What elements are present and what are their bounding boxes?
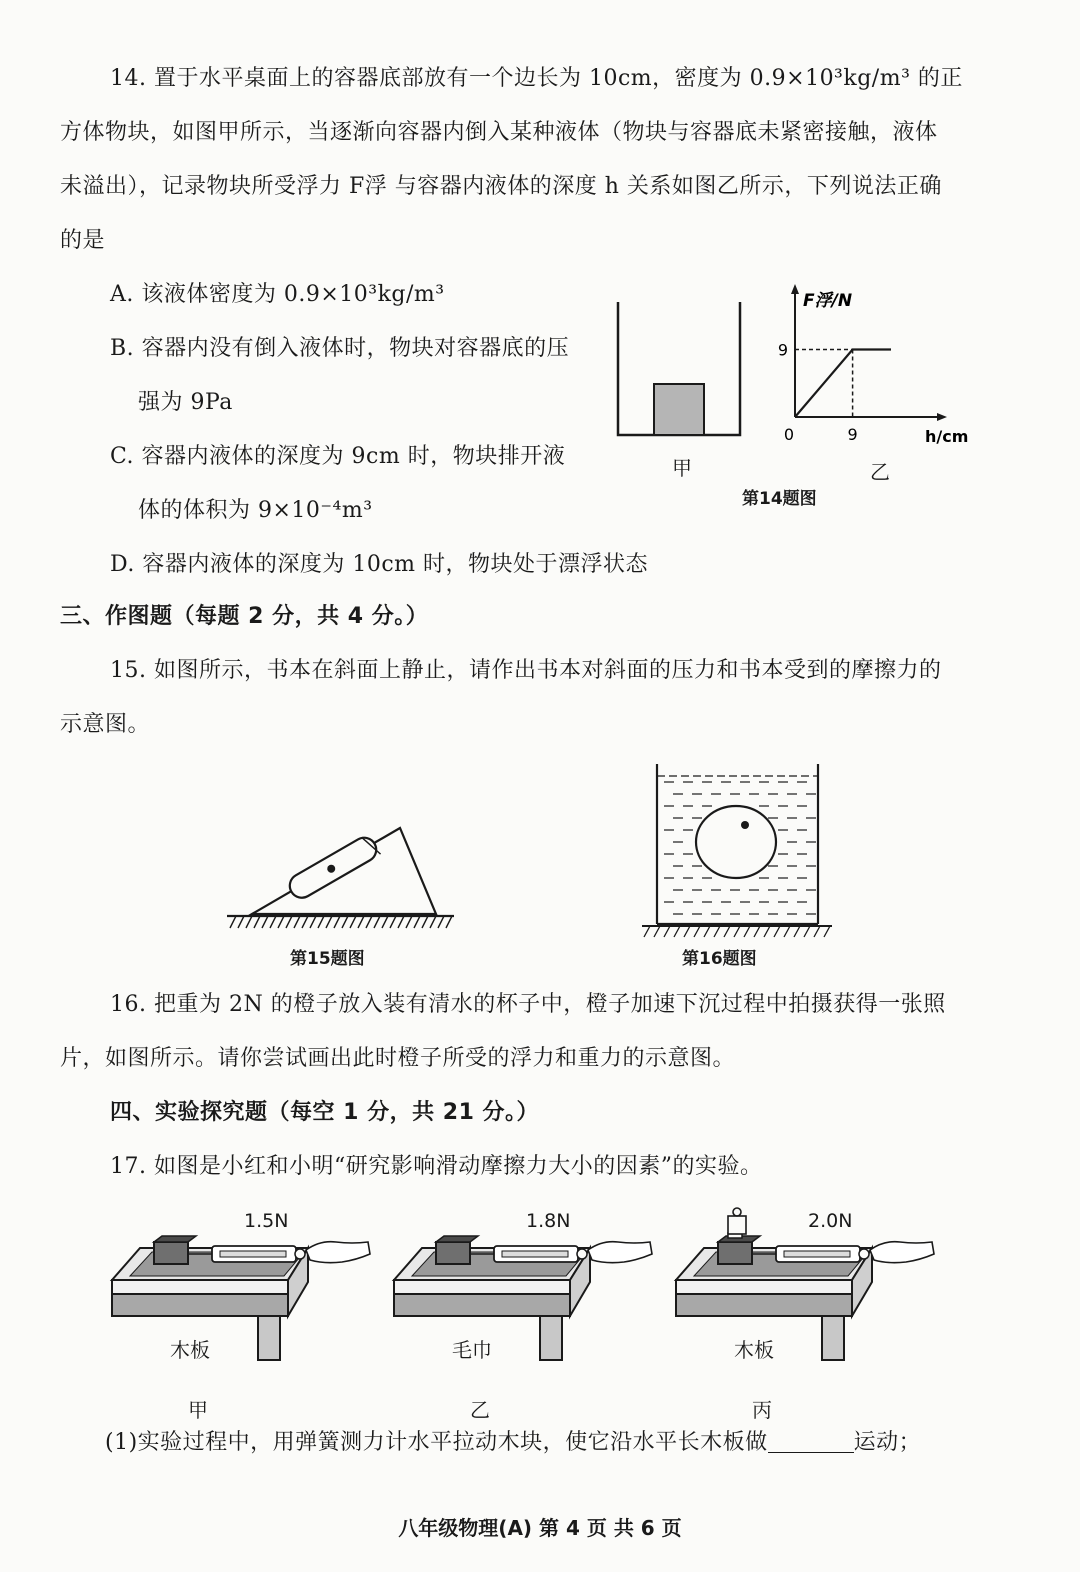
q17-sub-1-text: (1)实验过程中，用弹簧测力计水平拉动木块，使它沿水平长木板做 (105, 1430, 768, 1455)
buoyancy-graph (765, 282, 980, 452)
surface-label-3: 木板 (734, 1338, 774, 1362)
orange-center-dot (741, 821, 749, 829)
x-tick-label-0: 0 (783, 425, 795, 444)
q15-line-1: 15. 如图所示，书本在斜面上静止，请作出书本对斜面的压力和书本受到的摩擦力的 (110, 658, 942, 683)
friction-panel-2 (390, 1232, 690, 1362)
section-3-title: 三、作图题（每题 2 分，共 4 分。） (60, 604, 429, 629)
q16-line-1: 16. 把重为 2N 的橙子放入装有清水的杯子中，橙子加速下沉过程中拍摄获得一张照 (110, 992, 946, 1017)
incline-book-figure (222, 818, 462, 933)
fig16-caption: 第16题图 (682, 949, 757, 969)
section-4-title: 四、实验探究题（每空 1 分，共 21 分。） (110, 1100, 540, 1125)
x-tick-label-9: 9 (847, 425, 858, 444)
x-axis-label: h/cm (925, 427, 969, 446)
q14-option-d: D. 容器内液体的深度为 10cm 时，物块处于漂浮状态 (110, 552, 649, 577)
q14-option-c: C. 容器内液体的深度为 9cm 时，物块排开液 (110, 444, 566, 469)
weight-on-block (724, 1206, 754, 1236)
q17-line-1: 17. 如图是小红和小明“研究影响滑动摩擦力大小的因素”的实验。 (110, 1154, 763, 1179)
y-axis-arrow (791, 284, 799, 294)
q16-line-2: 片，如图所示。请你尝试画出此时橙子所受的浮力和重力的示意图。 (60, 1046, 736, 1071)
answer-blank[interactable] (768, 1430, 854, 1453)
panel-label-3: 丙 (752, 1398, 772, 1422)
q14-line-4: 的是 (60, 228, 106, 253)
fig15-caption: 第15题图 (290, 949, 365, 969)
force-reading-3: 2.0N (808, 1210, 853, 1232)
buoyancy-series-line (795, 350, 891, 418)
q14-line-2: 方体物块，如图甲所示，当逐渐向容器内倒入某种液体（物块与容器底未紧密接触，液体 (60, 120, 938, 145)
q14-line-1: 14. 置于水平桌面上的容器底部放有一个边长为 10cm，密度为 0.9×10³kg/m³ 的正 (110, 66, 963, 91)
orange (696, 806, 776, 878)
force-reading-2: 1.8N (526, 1210, 571, 1232)
q15-line-2: 示意图。 (60, 712, 151, 737)
q14-option-a: A. 该液体密度为 0.9×10³kg/m³ (110, 282, 445, 307)
q14-option-b: B. 容器内没有倒入液体时，物块对容器底的压 (110, 336, 570, 361)
q17-sub-1-tail: 运动； (853, 1430, 922, 1455)
x-axis-arrow (937, 413, 947, 421)
q17-sub-1 (105, 1428, 921, 1458)
surface-label-2: 毛巾 (452, 1338, 492, 1362)
fig14-caption: 第14题图 (742, 489, 817, 509)
ground-hatching (230, 916, 452, 928)
q14-line-3: 未溢出），记录物块所受浮力 F浮 与容器内液体的深度 h 关系如图乙所示，下列说法正确 (60, 174, 942, 199)
panel-label-1: 甲 (188, 1398, 208, 1422)
friction-panel-1 (108, 1232, 408, 1362)
force-reading-1: 1.5N (244, 1210, 289, 1232)
container-block-figure (610, 300, 750, 445)
q14-option-c-cont: 体的体积为 9×10⁻⁴m³ (138, 498, 373, 523)
y-tick-label-9: 9 (777, 340, 789, 360)
fig14-label-b: 乙 (870, 460, 890, 484)
orange-water-cup-figure (640, 762, 835, 940)
cube-block (654, 384, 704, 435)
panel-label-2: 乙 (470, 1398, 490, 1422)
y-axis-label: F浮/N (803, 291, 853, 311)
q14-option-b-cont: 强为 9Pa (138, 390, 233, 415)
surface-label-1: 木板 (170, 1338, 210, 1362)
page-footer: 八年级物理(A) 第 4 页 共 6 页 (398, 1516, 682, 1540)
friction-panel-3 (672, 1232, 972, 1362)
fig14-label-a: 甲 (672, 456, 692, 480)
ground-hatching (644, 926, 830, 937)
